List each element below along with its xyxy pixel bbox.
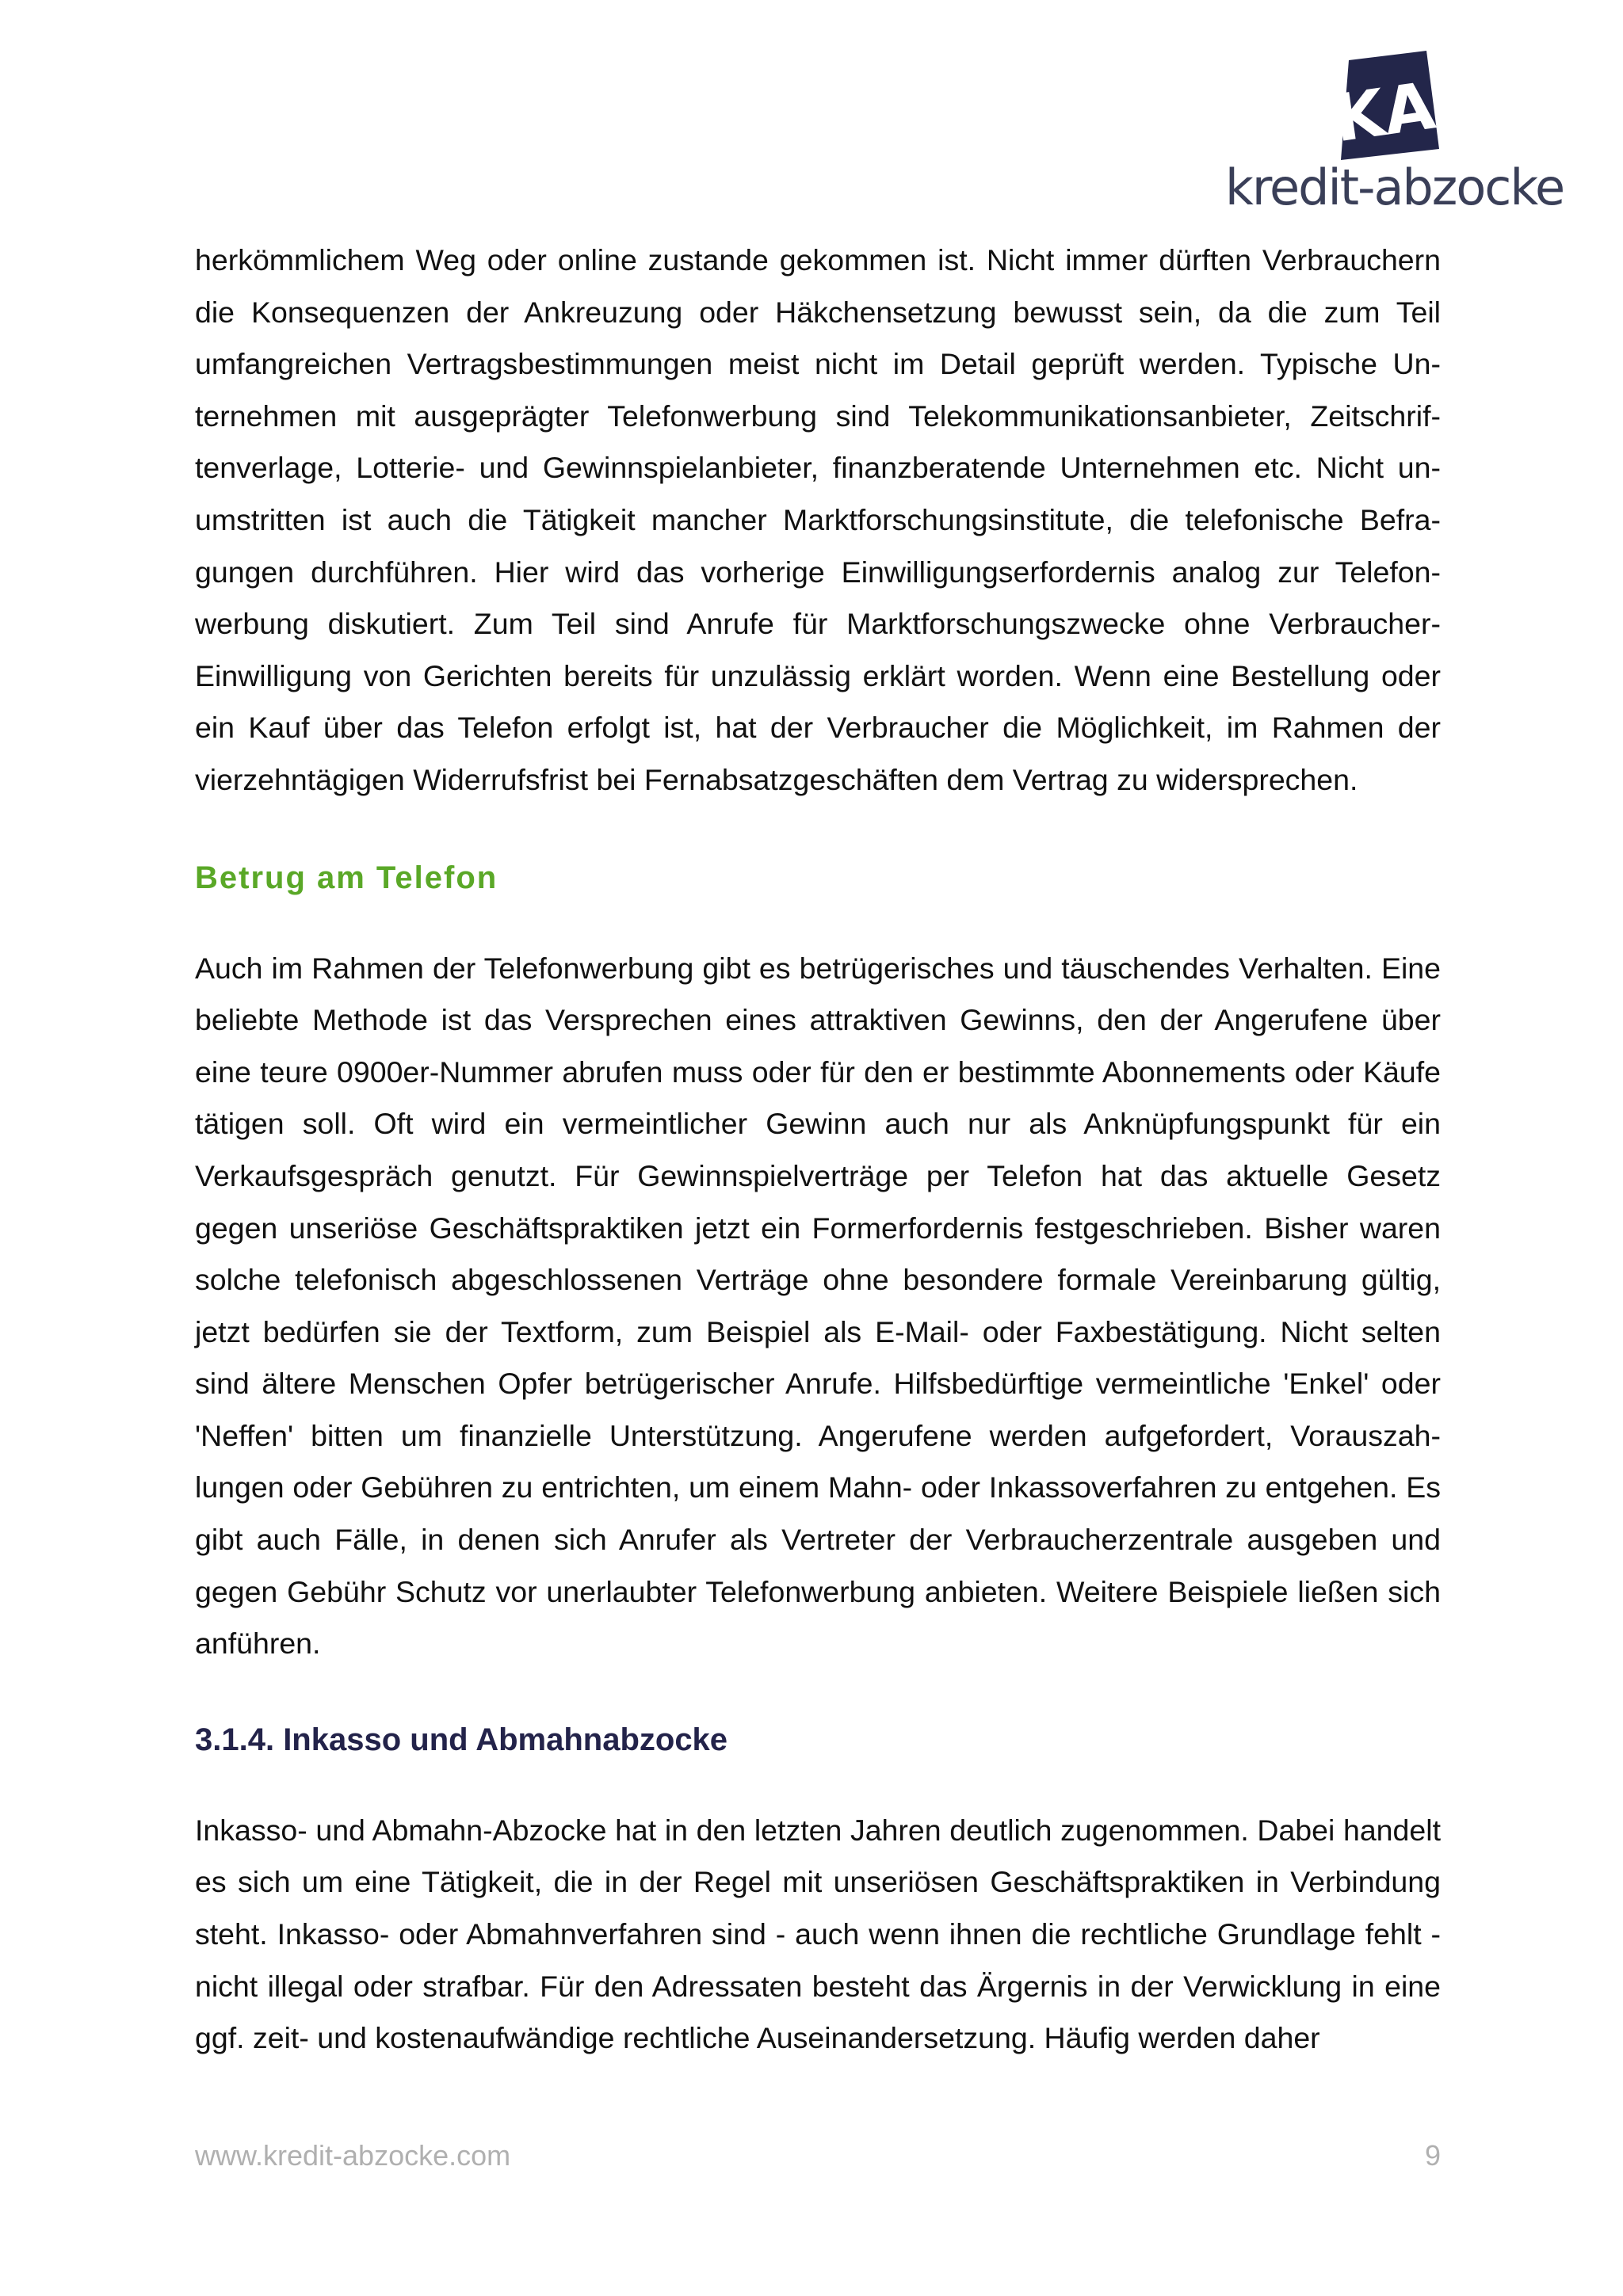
ka-logo-icon bbox=[1317, 46, 1444, 165]
body-paragraph-1: herkömmlichem Weg oder online zustande gekommen ist. Nicht immer dürften Verbrauchern die Konsequenzen der Ankreuzung oder Häkchensetzung bewusst sein, da die zum Teil umfangreichen Vertragsbestimmungen meist nicht im Detail geprüft werden. Typische Unternehmen mit ausgeprägter Telefonwerbung sind Telekommunikationsanbieter, Zeitschriftenverlage, Lotterie- und Gewinnspielanbieter, finanzberatende Unternehmen etc. Nicht unumstritten ist auch die Tätigkeit mancher Marktforschungsinstitute, die telefonische Befragungen durchführen. Hier wird das vorherige Einwilligungserfordernis analog zur Telefonwerbung diskutiert. Zum Teil sind Anrufe für Marktforschungszwecke ohne Verbraucher-Einwilligung von Gerichten bereits für unzulässig erklärt worden. Wenn eine Bestellung oder ein Kauf über das Telefon erfolgt ist, hat der Verbraucher die Möglichkeit, im Rahmen der vierzehntägigen Widerrufsfrist bei Fernabsatzgeschäften dem Vertrag zu widersprechen. bbox=[195, 243, 1441, 796]
body-paragraph-2: Auch im Rahmen der Telefonwerbung gibt es betrügerisches und täuschendes Verhalten. Eine beliebte Methode ist das Versprechen eines attraktiven Gewinns, den der Angerufene über eine teure 0900er-Nummer abrufen muss oder für den er bestimmte Abonnements oder Käufe tätigen soll. Oft wird ein vermeintlicher Gewinn auch nur als Anknüpfungspunkt für ein Verkaufsgespräch genutzt. Für Gewinnspielverträge per Telefon hat das aktuelle Gesetz gegen unseriöse Geschäftspraktiken jetzt ein Formerfordernis festgeschrieben. Bisher waren solche telefonisch abgeschlossenen Verträge ohne besondere formale Vereinbarung gültig, jetzt bedürfen sie der Textform, zum Beispiel als E-Mail- oder Faxbestätigung. Nicht selten sind ältere Menschen Opfer betrügerischer Anrufe. Hilfsbedürftige vermeintliche 'Enkel' oder 'Neffen' bitten um finanzielle Unterstützung. Angerufene werden aufgefordert, Vorauszahlungen oder Gebühren zu entrichten, um einem Mahn- oder Inkassoverfahren zu entgehen. Es gibt auch Fälle, in denen sich Anrufer als Vertreter der Verbraucherzentrale ausgeben und gegen Gebühr Schutz vor unerlaubter Telefonwerbung anbieten. Weitere Beispiele ließen sich anführen. bbox=[195, 951, 1441, 1661]
footer-url[interactable]: www.kredit-abzocke.com bbox=[195, 2139, 511, 2172]
section-heading-inkasso: 3.1.4. Inkasso und Abmahnabzocke bbox=[195, 1722, 728, 1757]
logo-wordmark: kredit-abzocke bbox=[1225, 158, 1564, 216]
page-content bbox=[195, 235, 1441, 2065]
section-heading-betrug: Betrug am Telefon bbox=[195, 860, 498, 895]
logo-mark-letters: KA bbox=[1329, 68, 1440, 158]
body-paragraph-3: Inkasso- und Abmahn-Abzocke hat in den letzten Jahren deutlich zugenommen. Dabei handelt es sich um eine Tätigkeit, die in der Regel mit unseriösen Geschäftspraktiken in Verbindung steht. Inkasso- oder Abmahnverfahren sind - auch wenn ihnen die rechtliche Grundlage fehlt - nicht illegal oder strafbar. Für den Adressaten besteht das Ärgernis in der Verwicklung in eine ggf. zeit- und kostenaufwändige rechtliche Auseinandersetzung. Häufig werden daher bbox=[195, 1813, 1441, 2055]
page-footer bbox=[195, 2139, 1441, 2172]
page-number: 9 bbox=[1424, 2139, 1441, 2172]
brand-logo bbox=[1225, 46, 1574, 228]
